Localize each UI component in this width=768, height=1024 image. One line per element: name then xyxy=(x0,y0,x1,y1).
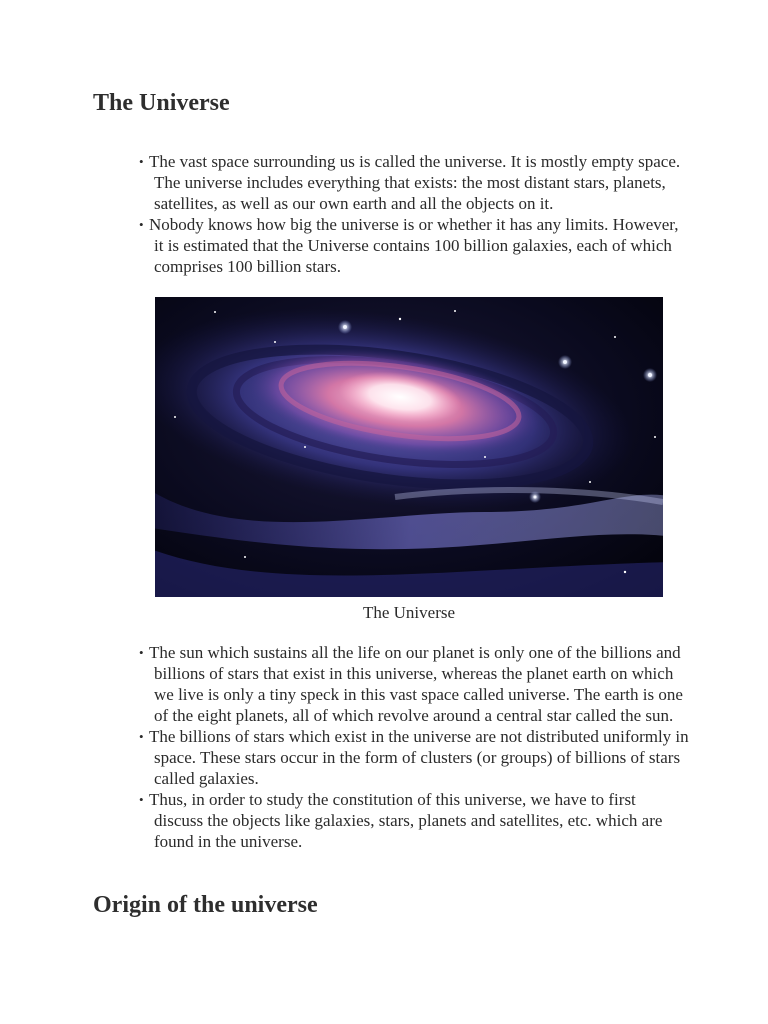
bullet-list-intro xyxy=(129,151,689,277)
figure-caption: The Universe xyxy=(362,603,456,622)
bullet-item xyxy=(129,642,689,726)
section-heading-the-universe: The Universe xyxy=(93,90,230,116)
galaxy-image xyxy=(155,297,663,597)
bullet-icon: • xyxy=(139,792,144,807)
bullet-icon: • xyxy=(139,217,144,232)
bullet-icon: • xyxy=(139,729,144,744)
bullet-item xyxy=(129,214,689,277)
bullet-list-details xyxy=(129,642,689,852)
bullet-item xyxy=(129,789,689,852)
bullet-text: The sun which sustains all the life on our planet is only one of the billions and billions of stars that exist in this universe, whereas the planet earth on which we live is only a tiny speck in this vast space called universe. The earth is one of the eight planets, all of which revolve around a central star called the sun. xyxy=(149,643,683,725)
bullet-item xyxy=(129,151,689,214)
bullet-text: The vast space surrounding us is called the universe. It is mostly empty space. The universe includes everything that exists: the most distant stars, planets, satellites, as well as our own earth and all the objects on it. xyxy=(149,152,681,213)
bullet-text: Thus, in order to study the constitution of this universe, we have to first discuss the objects like galaxies, stars, planets and satellites, etc. which are found in the universe. xyxy=(149,790,663,851)
bullet-item xyxy=(129,726,689,789)
bullet-icon: • xyxy=(139,154,144,169)
bullet-text: Nobody knows how big the universe is or whether it has any limits. However, it is estimated that the Universe contains 100 billion galaxies, each of which comprises 100 billion stars. xyxy=(149,215,679,276)
bullet-text: The billions of stars which exist in the universe are not distributed uniformly in space. These stars occur in the form of clusters (or groups) of billions of stars called galaxies. xyxy=(149,727,689,788)
section-heading-origin-of-the-universe: Origin of the universe xyxy=(93,892,318,918)
bullet-icon: • xyxy=(139,645,144,660)
